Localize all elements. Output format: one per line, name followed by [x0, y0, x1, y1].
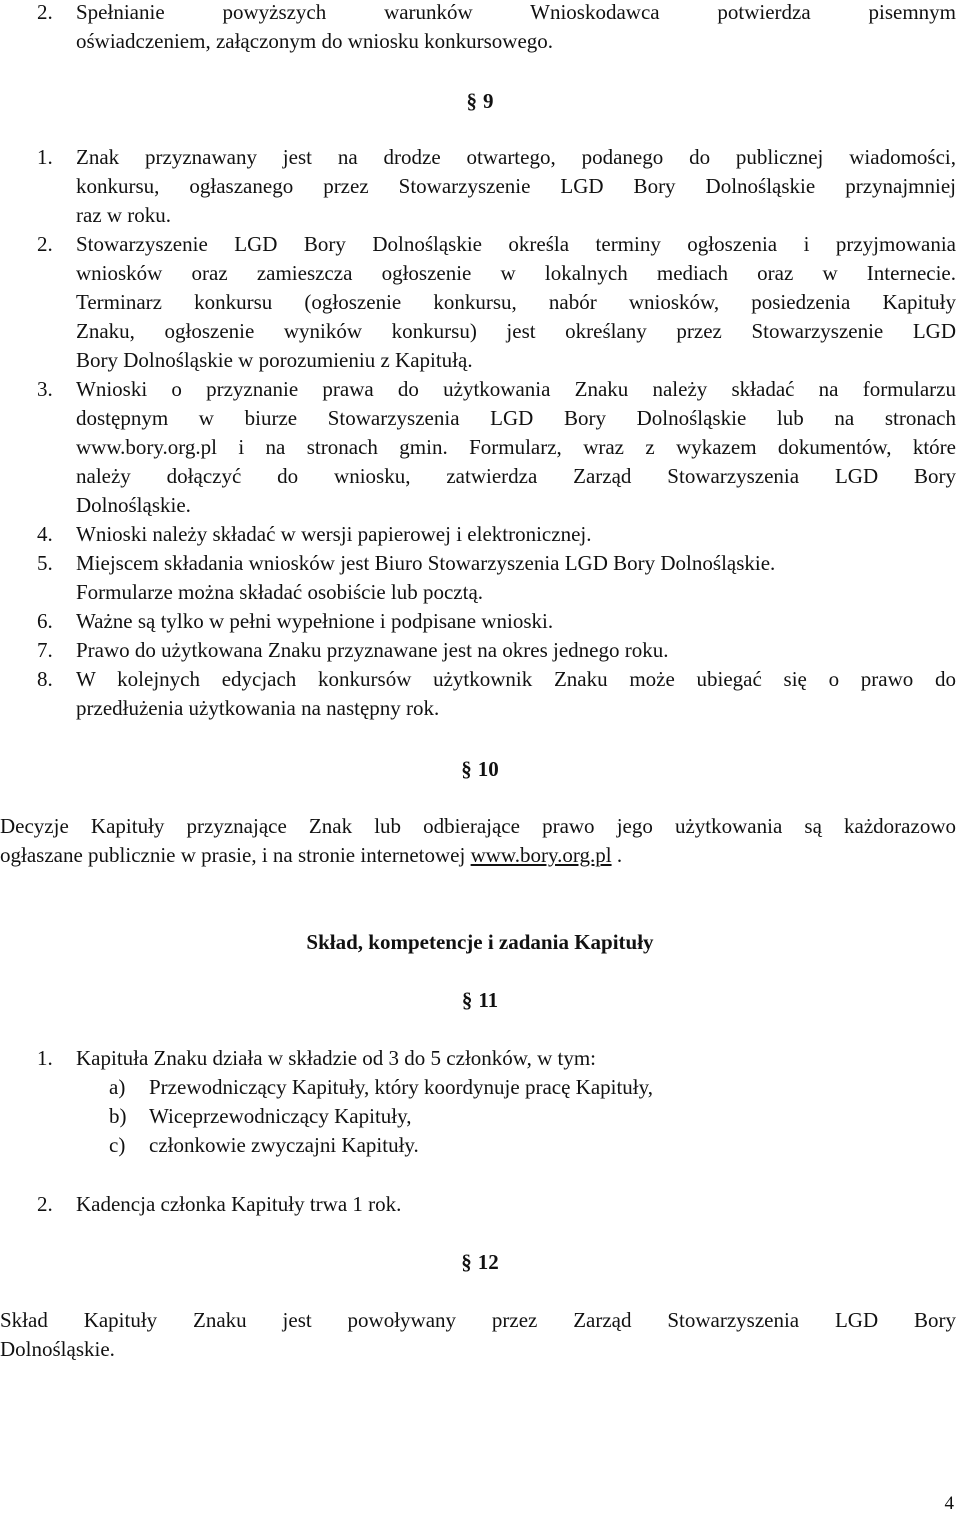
section-heading-11: [0, 986, 960, 1015]
item-text: Wnioski o przyznanie prawa do użytkowania Znaku należy składać na formularzu: [76, 377, 956, 401]
item-number: 2.: [37, 0, 53, 24]
section-number: 9: [483, 89, 494, 113]
section-number: 12: [477, 1250, 499, 1274]
item-text: Spełnianie powyższych warunków Wnioskodawca potwierdza pisemnym: [76, 0, 956, 24]
section-number: 11: [478, 988, 499, 1012]
section-sign: §: [461, 757, 472, 781]
section-number: 10: [477, 757, 499, 781]
sub-item-text: Przewodniczący Kapituły, który koordynuje pracę Kapituły,: [149, 1075, 654, 1099]
chapter-heading: Skład, kompetencje i zadania Kapituły: [306, 930, 654, 954]
paragraph-text: [0, 841, 956, 870]
item-number: 5.: [37, 551, 53, 575]
item-number: 1.: [37, 145, 53, 169]
item-number: 8.: [37, 667, 53, 691]
item-text: Kapituła Znaku działa w składzie od 3 do 5 członków, w tym:: [76, 1046, 597, 1070]
paragraph-text-suffix: .: [611, 843, 623, 867]
item-text: konkursu, ogłaszanego przez Stowarzyszenie LGD Bory Dolnośląskie przynajmniej: [76, 174, 956, 198]
item-text: Stowarzyszenie LGD Bory Dolnośląskie określa terminy ogłoszenia i przyjmowania: [76, 232, 956, 256]
item-text: oświadczeniem, załączonym do wniosku konkursowego.: [76, 29, 554, 53]
item-number: 2.: [37, 232, 53, 256]
item-text: Prawo do użytkowana Znaku przyznawane jest na okres jednego roku.: [76, 638, 669, 662]
paragraph-text: Decyzje Kapituły przyznające Znak lub odbierające prawo jego użytkowania są każdorazowo: [0, 814, 956, 838]
paragraph-text: Skład Kapituły Znaku jest powoływany przez Zarząd Stowarzyszenia LGD Bory: [0, 1308, 956, 1332]
item-number: 1.: [37, 1046, 53, 1070]
paragraph-text-prefix: ogłaszane publicznie w prasie, i na stronie internetowej: [0, 843, 471, 867]
sub-item-letter: a): [109, 1075, 126, 1099]
item-text: Miejscem składania wniosków jest Biuro Stowarzyszenia LGD Bory Dolnośląskie.: [76, 551, 776, 575]
item-text: raz w roku.: [76, 203, 172, 227]
item-text: Dolnośląskie.: [76, 493, 191, 517]
sub-item-letter: c): [109, 1133, 126, 1157]
section-heading-9: [0, 87, 960, 116]
item-text: Znak przyznawany jest na drodze otwartego, podanego do publicznej wiadomości,: [76, 145, 956, 169]
item-text: Terminarz konkursu (ogłoszenie konkursu, nabór wniosków, posiedzenia Kapituły: [76, 290, 956, 314]
page-number: 4: [944, 1493, 954, 1514]
item-number: 2.: [37, 1192, 53, 1216]
item-number: 6.: [37, 609, 53, 633]
item-text: W kolejnych edycjach konkursów użytkownik Znaku może ubiegać się o prawo do: [76, 667, 956, 691]
item-number: 3.: [37, 377, 53, 401]
section-sign: §: [461, 1250, 472, 1274]
item-text: Ważne są tylko w pełni wypełnione i podpisane wnioski.: [76, 609, 554, 633]
item-text: Wnioski należy składać w wersji papierowej i elektronicznej.: [76, 522, 592, 546]
section-heading-10: [0, 755, 960, 784]
item-number: 7.: [37, 638, 53, 662]
section-heading-12: [0, 1248, 960, 1277]
item-text: Znaku, ogłoszenie wyników konkursu) jest określany przez Stowarzyszenie LGD: [76, 319, 956, 343]
sub-item-text: członkowie zwyczajni Kapituły.: [149, 1133, 419, 1157]
paragraph-text: Dolnośląskie.: [0, 1337, 115, 1361]
item-text: www.bory.org.pl i na stronach gmin. Formularz, wraz z wykazem dokumentów, które: [76, 435, 956, 459]
section-sign: §: [466, 89, 477, 113]
section-sign: §: [461, 988, 473, 1012]
item-text: Bory Dolnośląskie w porozumieniu z Kapitułą.: [76, 348, 473, 372]
item-text: przedłużenia użytkowania na następny rok.: [76, 696, 440, 720]
item-text: dostępnym w biurze Stowarzyszenia LGD Bory Dolnośląskie lub na stronach: [76, 406, 956, 430]
item-number: 4.: [37, 522, 53, 546]
sub-item-text: Wiceprzewodniczący Kapituły,: [149, 1104, 412, 1128]
item-text: należy dołączyć do wniosku, zatwierdza Zarząd Stowarzyszenia LGD Bory: [76, 464, 956, 488]
item-text: wniosków oraz zamieszcza ogłoszenie w lokalnych mediach oraz w Internecie.: [76, 261, 956, 285]
website-link[interactable]: www.bory.org.pl: [470, 843, 612, 867]
item-text: Kadencja członka Kapituły trwa 1 rok.: [76, 1192, 402, 1216]
item-text: Formularze można składać osobiście lub pocztą.: [76, 580, 484, 604]
sub-item-letter: b): [109, 1104, 127, 1128]
